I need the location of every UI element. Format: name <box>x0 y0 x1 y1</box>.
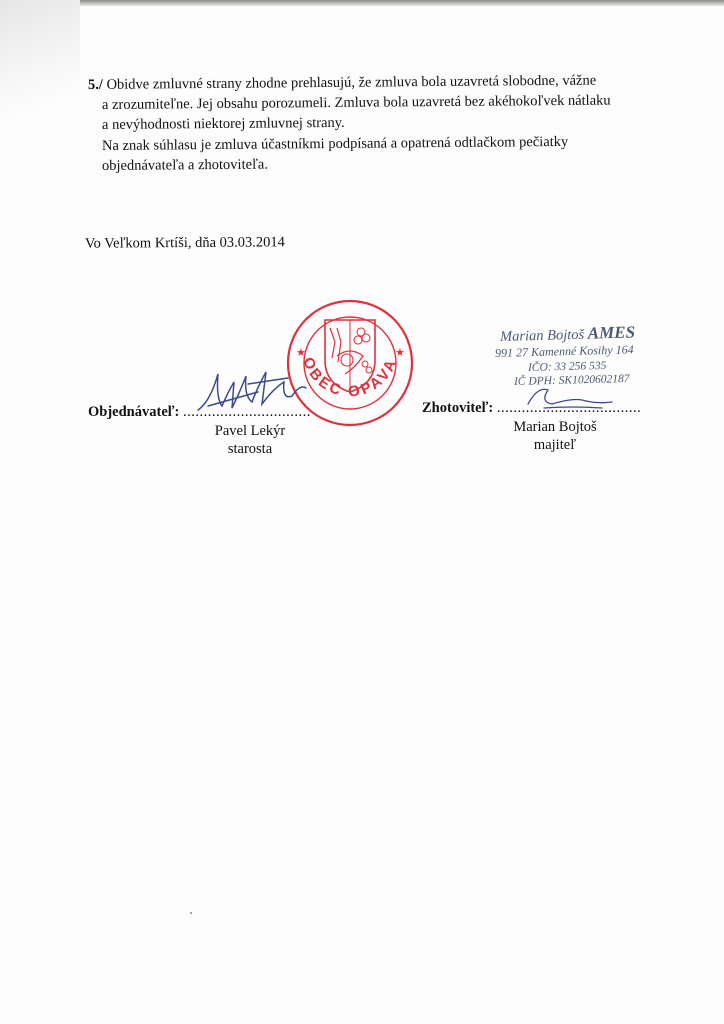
contractor-name: Marian Bojtoš <box>513 419 597 435</box>
seal-star-left: ★ <box>296 347 306 359</box>
seal-text: OBEC OPAVA <box>299 354 401 401</box>
contractor-role: majiteľ <box>533 437 577 453</box>
client-label: Objednávateľ: <box>88 404 180 420</box>
client-role: starosta <box>227 441 273 457</box>
contractor-label: Zhotoviteľ: <box>422 400 494 416</box>
clause-number: 5./ <box>87 76 103 93</box>
contractor-dots: ................................... <box>496 400 642 416</box>
stamp-ic-dph: IČ DPH: SK1020602187 <box>513 372 630 388</box>
scan-top-edge <box>0 0 724 6</box>
client-name: Pavel Lekýr <box>214 423 286 439</box>
client-signature-line <box>88 404 311 421</box>
clause-line-4: Na znak súhlasu je zmluva účastníkmi podpísaná a opatrená odtlačkom pečiatky <box>101 133 569 154</box>
scan-folded-corner <box>0 0 80 150</box>
place-and-date: Vo Veľkom Krtíši, dňa 03.03.2014 <box>84 234 285 252</box>
clause-line-3: a nevýhodnosti niektorej zmluvnej strany. <box>101 114 345 133</box>
clause-text-1: Obidve zmluvné strany zhodne prehlasujú, že zmluva bola uzavretá slobodne, vážne <box>106 72 597 93</box>
clause-line-1 <box>88 74 596 93</box>
seal-star-right: ★ <box>395 347 405 359</box>
scan-speck <box>190 912 192 914</box>
stamp-ico: IČO: 33 256 535 <box>527 359 607 374</box>
client-dots: ............................... <box>183 404 311 420</box>
contractor-signature-line <box>422 400 641 417</box>
stamp-address: 991 27 Kamenné Kosihy 164 <box>494 342 634 360</box>
clause-line-5: objednávateľa a zhotoviteľa. <box>101 156 269 174</box>
clause-line-2: a zrozumiteľne. Jej obsahu porozumeli. Zmluva bola uzavretá bez akéhokoľvek nátlaku <box>101 92 611 113</box>
stamp-brand: AMES <box>587 322 636 343</box>
stamp-owner-name: Marian Bojtoš <box>499 326 585 345</box>
